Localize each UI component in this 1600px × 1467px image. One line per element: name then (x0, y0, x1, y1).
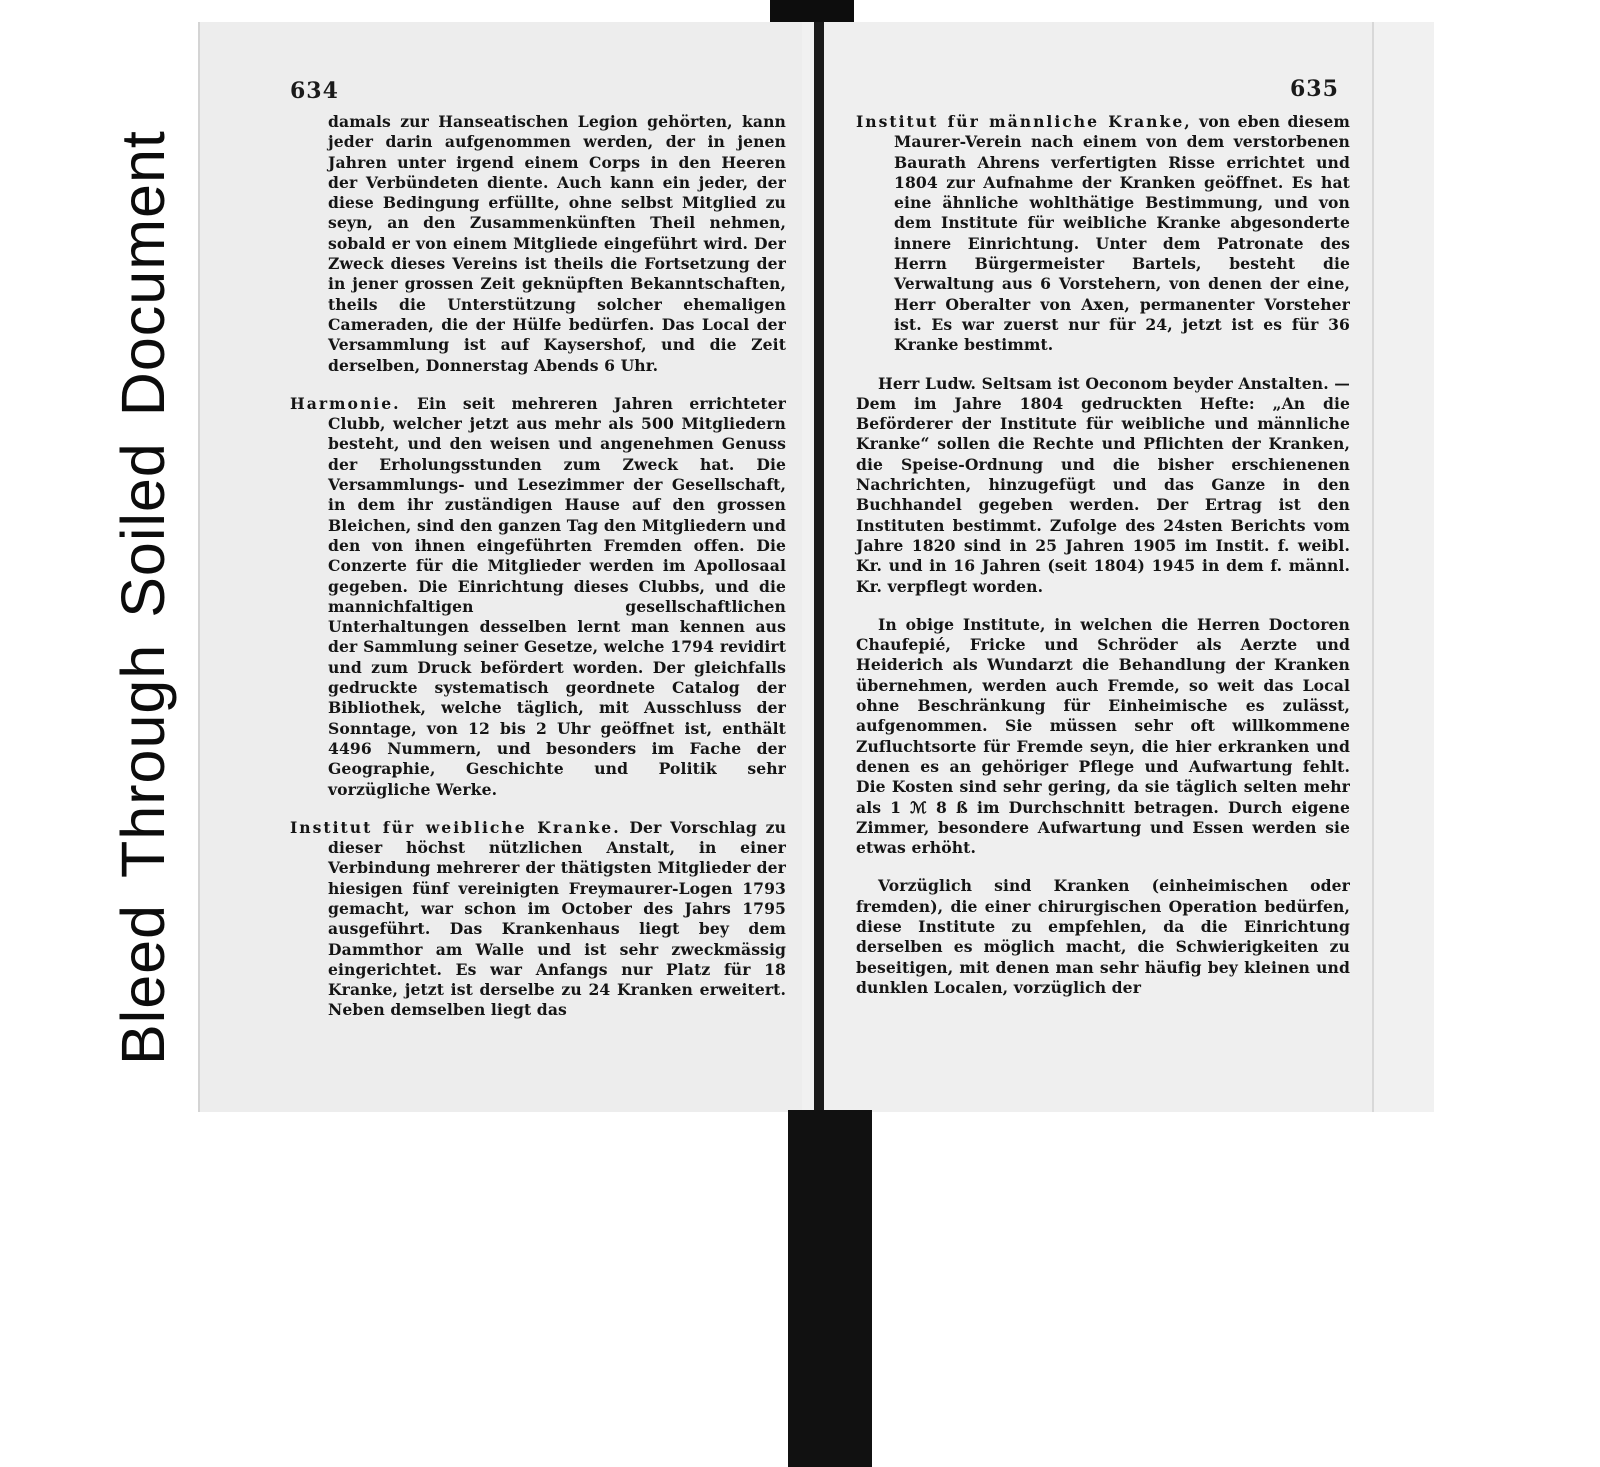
book-gutter (814, 22, 824, 1128)
right-page-number: 635 (1290, 76, 1339, 102)
side-label-word-soiled: Soiled (109, 442, 177, 618)
institut-maennliche-heading: Institut für männliche Kranke, (856, 112, 1192, 131)
left-page (198, 22, 802, 1112)
institut-maennliche-text: von eben diesem Maurer-Verein nach einem von dem verstorbenen Baurath Ahrens verfertigten Risse errichtet und 1804 zur Aufnahme der Kranken geöffnet. Es hat eine ähnliche wohlthätige Bestimmung, und von dem Institute für weibliche Kranke abgesonderte innere Einrichtung. Unter dem Patronate des Herrn Bürgermeister Bartels, besteht die Verwaltung aus 6 Vorstehern, von denen der eine, Herr Oberalter von Axen, permanenter Vorsteher ist. Es war zuerst nur für 24, jetzt ist es für 36 Kranke bestimmt. (894, 112, 1350, 355)
left-page-number: 634 (290, 78, 339, 104)
side-label (109, 45, 177, 1065)
left-continuation-paragraph: damals zur Hanseatischen Legion gehörten, kann jeder darin aufgenommen werden, der in jenen Jahren unter irgend einem Corps in den Heeren der Verbündeten diente. Auch kann ein jeder, der diese Bedingung erfüllte, ohne selbst Mitglied zu seyn, an den Zusammenkünften Theil nehmen, sobald er von einem Mitgliede eingeführt wird. Der Zweck dieses Vereins ist theils die Fortsetzung der in jener grossen Zeit geknüpften Bekanntschaften, theils die Unterstützung solcher ehemaligen Cameraden, die der Hülfe bedürfen. Das Local der Versammlung ist auf Kaysershof, und die Zeit derselben, Donnerstag Abends 6 Uhr. (328, 112, 786, 375)
side-label-word-document: Document (109, 130, 177, 417)
right-page (820, 22, 1374, 1112)
harmonie-heading: Harmonie. (290, 393, 401, 413)
institut-weibliche-entry (290, 818, 786, 1021)
left-text-column (290, 112, 786, 1039)
aerzte-paragraph: In obige Institute, in welchen die Herren Doctoren Chaufepié, Fricke und Schröder als Aerzte und Heiderich als Wundarzt die Behandlung der Kranken übernehmen, werden auch Fremde, so weit das Local ohne Beschränkung für Einheimische es zulässt, aufgenommen. Sie müssen sehr oft willkommene Zufluchtsorte für Fremde seyn, die hier erkranken und denen es an gehöriger Pflege und Aufwartung fehlt. Die Kosten sind sehr gering, da sie täglich selten mehr als 1 ℳ 8 ß im Durchschnitt betragen. Durch eigene Zimmer, besondere Aufwartung und Essen werden sie etwas erhöht. (856, 614, 1350, 858)
institut-weibliche-heading: Institut für weibliche Kranke. (290, 817, 621, 837)
harmonie-text: Ein seit mehreren Jahren errichteter Clubb, welcher jetzt aus mehr als 500 Mitgliedern besteht, und den weisen und angenehmen Genuss der Erholungsstunden zum Zweck hat. Die Versammlungs- und Lesezimmer der Gesellschaft, in dem ihr zuständigen Hause auf den grossen Bleichen, sind den ganzen Tag den Mitgliedern und den von ihnen eingeführten Fremden offen. Die Conzerte für die Mitglieder werden im Apollosaal gegeben. Die Einrichtung dieses Clubbs, und die mannichfaltigen gesellschaftlichen Unterhaltungen desselben lernt man kennen aus der Sammlung seiner Gesetze, welche 1794 revidirt und zum Druck befördert worden. Der gleichfalls gedruckte systematisch geordnete Catalog der Bibliothek, welche täglich, mit Ausschluss der Sonntage, von 12 bis 2 Uhr geöffnet ist, enthält 4496 Nummern, und besonders im Fache der Geographie, Geschichte und Politik sehr vorzügliche Werke. (328, 393, 786, 799)
institut-maennliche-entry (856, 112, 1350, 356)
bottom-clip-bar (788, 1110, 872, 1467)
oeconom-paragraph: Herr Ludw. Seltsam ist Oeconom beyder Anstalten. — Dem im Jahre 1804 gedruckten Hefte: „An die Beförderer der Institute für weibliche und männliche Kranke“ sollen die Rechte und Pflichten der Kranken, die Speise-Ordnung und die bisher erschienenen Nachrichten, hinzugefügt und das Ganze in den Buchhandel gegeben werden. Der Ertrag ist den Instituten bestimmt. Zufolge des 24sten Berichts vom Jahre 1820 sind in 25 Jahren 1905 im Instit. f. weibl. Kr. und in 16 Jahren (seit 1804) 1945 in dem f. männl. Kr. verpflegt worden. (856, 373, 1350, 596)
scanned-spread (198, 22, 1434, 1112)
operation-paragraph: Vorzüglich sind Kranken (einheimischen oder fremden), die einer chirurgischen Operation bedürfen, diese Institute zu empfehlen, da die Einrichtung derselben es möglich macht, die Schwierigkeiten zu beseitigen, mit denen man sehr häufig bey kleinen und dunklen Localen, vorzüglich der (856, 876, 1350, 997)
side-label-word-bleed: Bleed (109, 903, 177, 1065)
side-label-word-through: Through (109, 643, 177, 878)
institut-weibliche-text: Der Vorschlag zu dieser höchst nützlichen Anstalt, in einer Verbindung mehrerer der thätigsten Mitglieder der hiesigen fünf vereinigten Freymaurer-Logen 1793 gemacht, war schon im October des Jahrs 1795 ausgeführt. Das Krankenhaus liegt bey dem Dammthor am Walle und ist sehr zweckmässig eingerichtet. Es war Anfangs nur Platz für 18 Kranke, jetzt ist derselbe zu 24 Kranken erweitert. Neben demselben liegt das (328, 817, 787, 1020)
right-text-column (856, 112, 1350, 1016)
top-clip-bar (770, 0, 854, 22)
harmonie-entry (290, 394, 786, 800)
